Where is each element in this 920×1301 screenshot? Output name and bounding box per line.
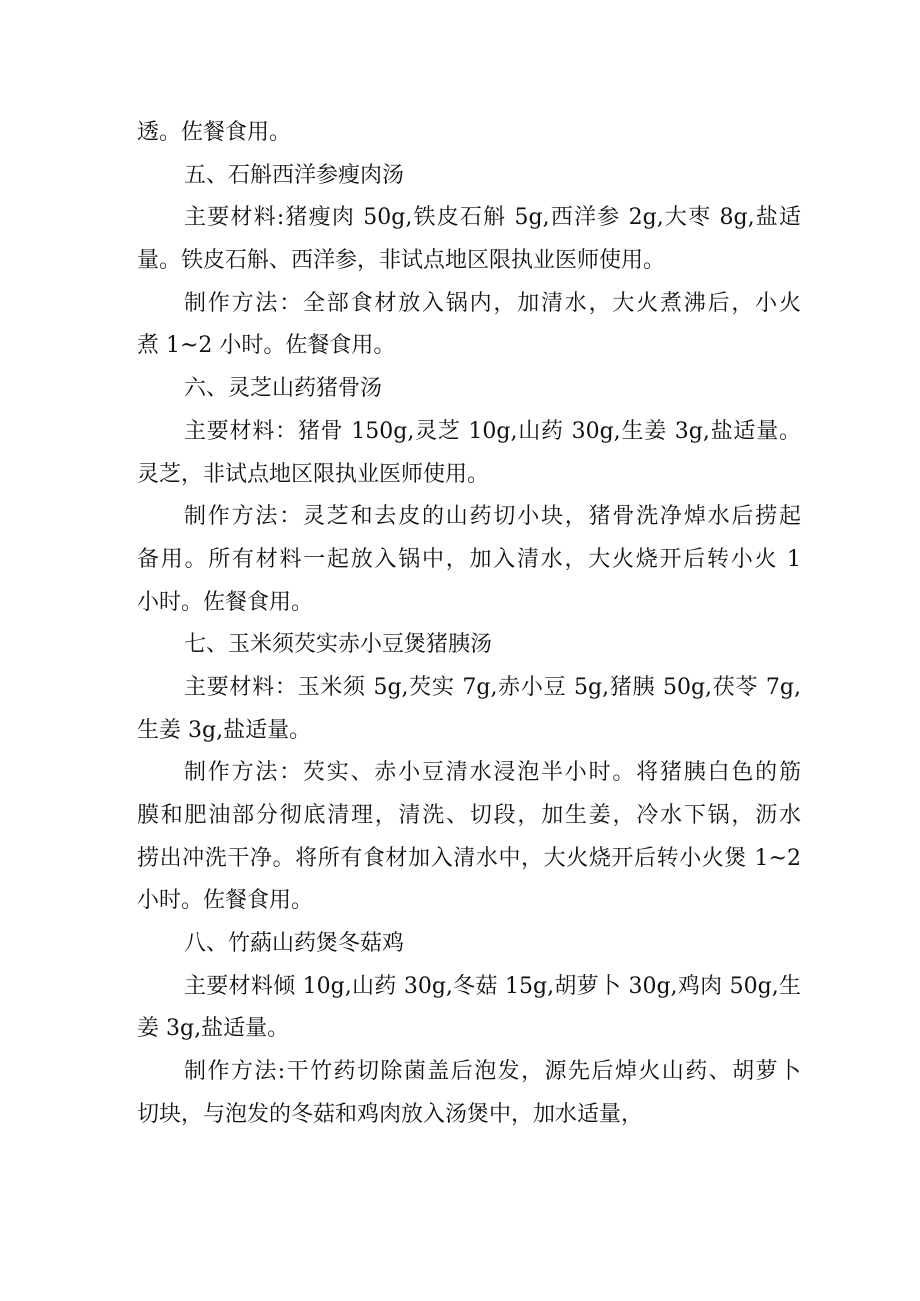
method-line: 制作方法：全部食材放入锅内，加清水，大火煮沸后，小火 xyxy=(184,290,801,316)
ingredients-line: 主要材料：玉米须 5g,芡实 7g,赤小豆 5g,猪胰 50g,茯苓 7g, xyxy=(184,674,801,700)
text-line: 灵芝，非试点地区限执业医师使用。 xyxy=(137,461,490,487)
text-line: 膜和肥油部分彻底清理，清洗、切段，加生姜，冷水下锅，沥水 xyxy=(137,803,801,828)
ingredients-line: 主要材料：猪骨 150g,灵芝 10g,山药 30g,生姜 3g,盐适量。 xyxy=(184,418,801,444)
document-page xyxy=(137,112,801,1137)
ingredients-line: 主要材料:猪瘦肉 50g,铁皮石斛 5g,西洋参 2g,大枣 8g,盐适 xyxy=(184,205,801,231)
section-heading: 八、竹蒳山药煲冬菇鸡 xyxy=(184,931,405,957)
text-line: 姜 3g,盐适量。 xyxy=(137,1016,290,1042)
text-line: 小时。佐餐食用。 xyxy=(137,589,314,615)
text-line: 切块，与泡发的冬菇和鸡肉放入汤煲中，加水适量， xyxy=(137,1101,644,1127)
text-line: 捞出冲洗干净。将所有食材加入清水中，大火烧开后转小火煲 1~2 xyxy=(137,845,801,871)
text-line: 透。佐餐食用。 xyxy=(137,120,292,145)
method-line: 制作方法:干竹药切除菌盖后泡发，源先后焯火山药、胡萝卜 xyxy=(184,1059,801,1085)
text-line: 煮 1~2 小时。佐餐食用。 xyxy=(137,333,396,359)
text-line: 量。铁皮石斛、西洋参，非试点地区限执业医师使用。 xyxy=(137,248,666,274)
text-line: 生姜 3g,盐适量。 xyxy=(137,717,312,743)
section-heading: 七、玉米须芡实赤小豆煲猪胰汤 xyxy=(184,632,493,658)
method-line: 制作方法：灵芝和去皮的山药切小块，猪骨洗净焯水后捞起 xyxy=(184,504,801,530)
section-heading: 五、石斛西洋参瘦肉汤 xyxy=(184,162,405,188)
text-line: 备用。所有材料一起放入锅中，加入清水，大火烧开后转小火 1 xyxy=(137,546,801,572)
text-line: 小时。佐餐食用。 xyxy=(137,888,314,914)
method-line: 制作方法：芡实、赤小豆清水浸泡半小时。将猪胰白色的筋 xyxy=(184,760,801,786)
ingredients-line: 主要材料倾 10g,山药 30g,冬菇 15g,胡萝卜 30g,鸡肉 50g,生 xyxy=(184,973,801,999)
section-heading: 六、灵芝山药猪骨汤 xyxy=(184,376,383,402)
